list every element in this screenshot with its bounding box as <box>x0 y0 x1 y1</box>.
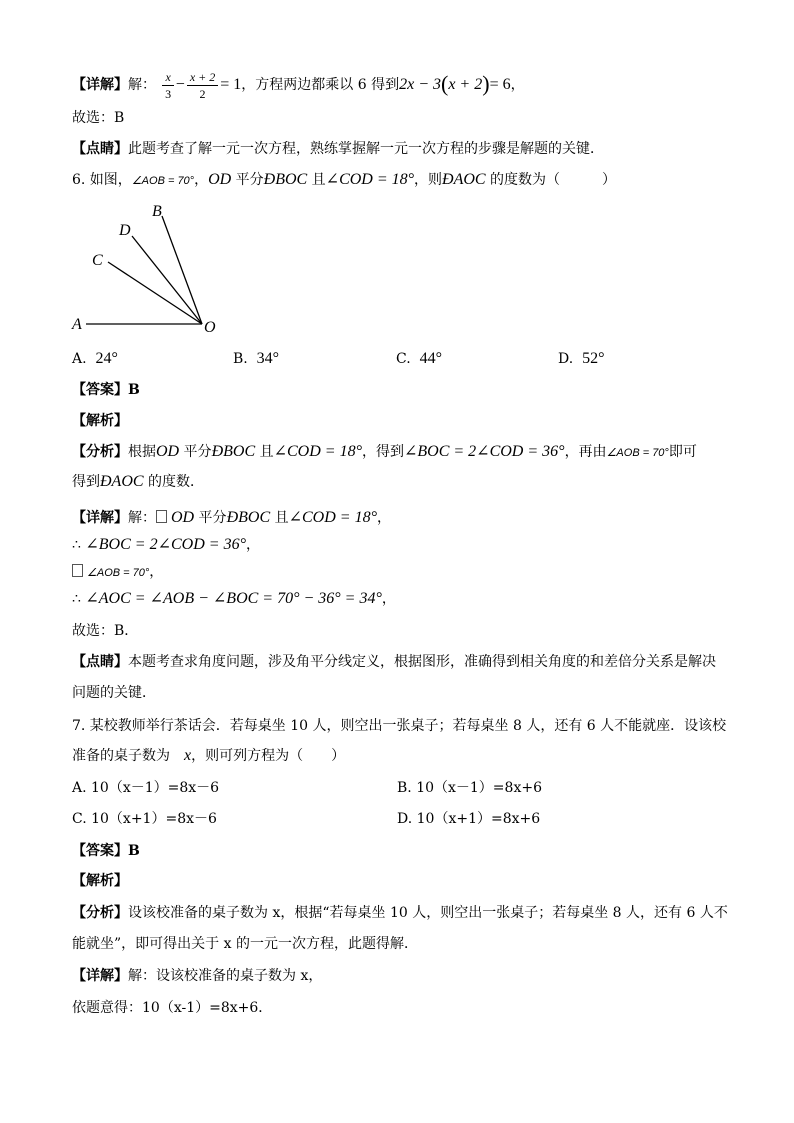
because-symbol-icon <box>72 564 83 577</box>
option-value: 34° <box>256 350 280 367</box>
option-letter: D. <box>558 351 574 367</box>
fraction-denominator: 2 <box>199 86 206 101</box>
ray-label: OD <box>208 171 232 188</box>
equation-part: x + 2 <box>448 76 483 93</box>
q6-stem <box>72 170 616 191</box>
ray-od <box>132 236 202 324</box>
angle-label: ÐBOC <box>211 443 256 460</box>
therefore-symbol: ∴ <box>72 537 81 553</box>
q7-answer: 【答案】B <box>72 843 140 859</box>
punctuation: ， <box>149 564 164 580</box>
q7-detail-line-2: 依题意得：10（x-1）=8x+6． <box>72 1000 273 1016</box>
q7-analysis-line-1 <box>72 903 728 923</box>
equation-rhs: = 1 <box>220 76 242 93</box>
stem-text: 6. 如图， <box>72 172 132 188</box>
q6-detail-line-4 <box>72 589 396 609</box>
option-letter: B. <box>233 351 248 367</box>
equation-part: 2x − 3 <box>399 76 441 93</box>
q6-option-c[interactable] <box>396 349 442 369</box>
variable: x <box>184 747 192 764</box>
point-label-d: D <box>119 222 131 239</box>
ray-label: OD <box>171 509 195 526</box>
q7-option-d[interactable]: D. 10（x+1）=8x+6 <box>397 811 541 827</box>
q6-comment-line-1 <box>72 652 716 672</box>
stem-text: 准备的桌子数为 <box>72 748 184 764</box>
fraction-numerator: x + 2 <box>187 69 218 86</box>
analysis-text: 即可 <box>668 444 697 460</box>
q6-option-a[interactable] <box>72 349 118 369</box>
angle-equation: ∠BOC = 2∠COD = 36° <box>403 443 565 460</box>
q6-analysis-title: 【解析】 <box>72 413 128 429</box>
stem-text: ， <box>194 172 209 188</box>
detail-text: ， <box>376 510 391 526</box>
stem-text: ，则可列方程为（ ） <box>191 748 346 764</box>
q6-detail-line-1 <box>72 508 391 528</box>
detail-text: 解：设该校准备的桌子数为 x， <box>128 968 323 984</box>
analysis-text: 的度数． <box>143 474 205 490</box>
fraction-x-over-3 <box>162 69 173 102</box>
q7-analysis-title: 【解析】 <box>72 873 128 889</box>
given-angle: ∠AOB = 70° <box>606 447 669 459</box>
q6-detail-line-2 <box>72 535 260 555</box>
analysis-text: 根据 <box>128 444 156 460</box>
point-label-c: C <box>92 252 103 269</box>
angle-equation: ∠BOC = 2∠COD = 36° <box>85 536 246 553</box>
given-angle: ∠AOB = 70° <box>87 567 150 579</box>
option-letter: C. <box>396 351 411 367</box>
option-value: 24° <box>95 350 118 367</box>
angle-value: ∠COD = 18° <box>288 509 377 526</box>
q7-option-b[interactable]: B. 10（x－1）=8x+6 <box>397 780 542 796</box>
q6-answer: 【答案】B <box>72 382 140 398</box>
q7-stem-line-2 <box>72 746 345 766</box>
section-label: 【分析】 <box>72 905 128 921</box>
option-letter: A. <box>72 351 87 367</box>
punctuation: ， <box>245 537 260 553</box>
option-value: 52° <box>582 350 605 367</box>
detail-text: ，方程两边都乘以 6 得到 <box>241 77 400 93</box>
fraction-x-plus-2-over-2 <box>187 69 218 102</box>
stem-text: 的度数为（ ） <box>485 172 617 188</box>
q6-option-b[interactable] <box>233 349 279 369</box>
point-label-b: B <box>152 203 162 220</box>
q6-analysis-line-2 <box>72 472 204 492</box>
fraction-numerator: x <box>162 69 173 86</box>
comment-text: 此题考查了解一元一次方程，熟练掌握解一元一次方程的步骤是解题的关键． <box>128 141 604 157</box>
option-value: 44° <box>419 350 442 367</box>
comment-text: 本题考查求角度问题，涉及角平分线定义，根据图形，准确得到相关角度的和差倍分关系是解决 <box>128 654 716 670</box>
section-label: 【分析】 <box>72 444 128 460</box>
analysis-text: 得到 <box>72 474 100 490</box>
section-label: 【点睛】 <box>72 654 128 670</box>
analysis-text: 设该校准备的桌子数为 x，根据“若每桌坐 10 人，则空出一张桌子；若每桌坐 8 人，还有 6 人不 <box>128 905 728 921</box>
q6-select: 故选：B． <box>72 623 139 639</box>
stem-text: 平分 <box>231 172 264 188</box>
angle-label: ÐAOC <box>442 171 486 188</box>
angle-label: ÐBOC <box>263 171 308 188</box>
q5-detail-line: 【详解】解： $\frac{x}{3}$ − $\frac{x + 2}{2}$ = 1，方程两边都乘以 6 得到2x − 3(x + 2)= 6， <box>72 69 525 101</box>
point-label-a: A <box>72 316 82 333</box>
fraction-denominator: 3 <box>165 86 172 101</box>
q6-detail-line-3 <box>72 562 163 583</box>
angle-value: ∠COD = 18° <box>273 443 362 460</box>
punctuation: ， <box>510 77 525 93</box>
q6-analysis-line-1 <box>72 442 697 463</box>
q6-option-d[interactable] <box>558 349 605 369</box>
q6-angle-figure <box>68 200 228 340</box>
because-symbol-icon <box>156 510 167 523</box>
analysis-text: ，再由 <box>564 444 607 460</box>
therefore-symbol: ∴ <box>72 591 81 607</box>
q6-comment-line-2: 问题的关键． <box>72 685 156 701</box>
equation-part: = 6 <box>489 76 511 93</box>
angle-label: ÐBOC <box>226 509 271 526</box>
q7-option-c[interactable]: C. 10（x+1）=8x－6 <box>72 811 217 827</box>
detail-text: 平分 <box>194 510 227 526</box>
q5-comment <box>72 139 604 159</box>
angle-value: ∠COD = 18° <box>325 171 415 188</box>
given-angle: ∠AOB = 70° <box>131 175 195 187</box>
minus-sign: − <box>175 76 185 93</box>
ray-label: OD <box>156 443 180 460</box>
analysis-text: 且 <box>255 444 274 460</box>
section-label: 【详解】 <box>72 77 128 93</box>
q7-option-a[interactable]: A. 10（x－1）=8x－6 <box>72 780 220 796</box>
section-label: 【详解】 <box>72 510 128 526</box>
section-label: 【点睛】 <box>72 141 128 157</box>
q7-analysis-line-2: 能就坐”，即可得出关于 x 的一元一次方程，此题得解． <box>72 936 418 952</box>
ray-oc <box>108 262 202 324</box>
detail-text: 且 <box>270 510 289 526</box>
detail-prefix: 解： <box>128 77 156 93</box>
punctuation: ， <box>381 591 396 607</box>
section-label: 【详解】 <box>72 968 128 984</box>
q7-stem-line-1: 7. 某校教师举行茶话会．若每桌坐 10 人，则空出一张桌子；若每桌坐 8 人，还有 6 人不能就座．设该校 <box>72 718 727 734</box>
q7-detail-line-1 <box>72 966 322 986</box>
detail-text: 解： <box>128 510 156 526</box>
q5-answer: 故选：B <box>72 110 125 126</box>
angle-equation: ∠AOC = ∠AOB − ∠BOC = 70° − 36° = 34° <box>85 590 382 607</box>
stem-text: 且 <box>307 172 326 188</box>
angle-label: ÐAOC <box>100 473 144 490</box>
ray-ob <box>162 216 202 324</box>
point-label-o: O <box>204 319 216 336</box>
analysis-text: 平分 <box>179 444 212 460</box>
stem-text: ，则 <box>414 172 443 188</box>
analysis-text: ，得到 <box>361 444 404 460</box>
